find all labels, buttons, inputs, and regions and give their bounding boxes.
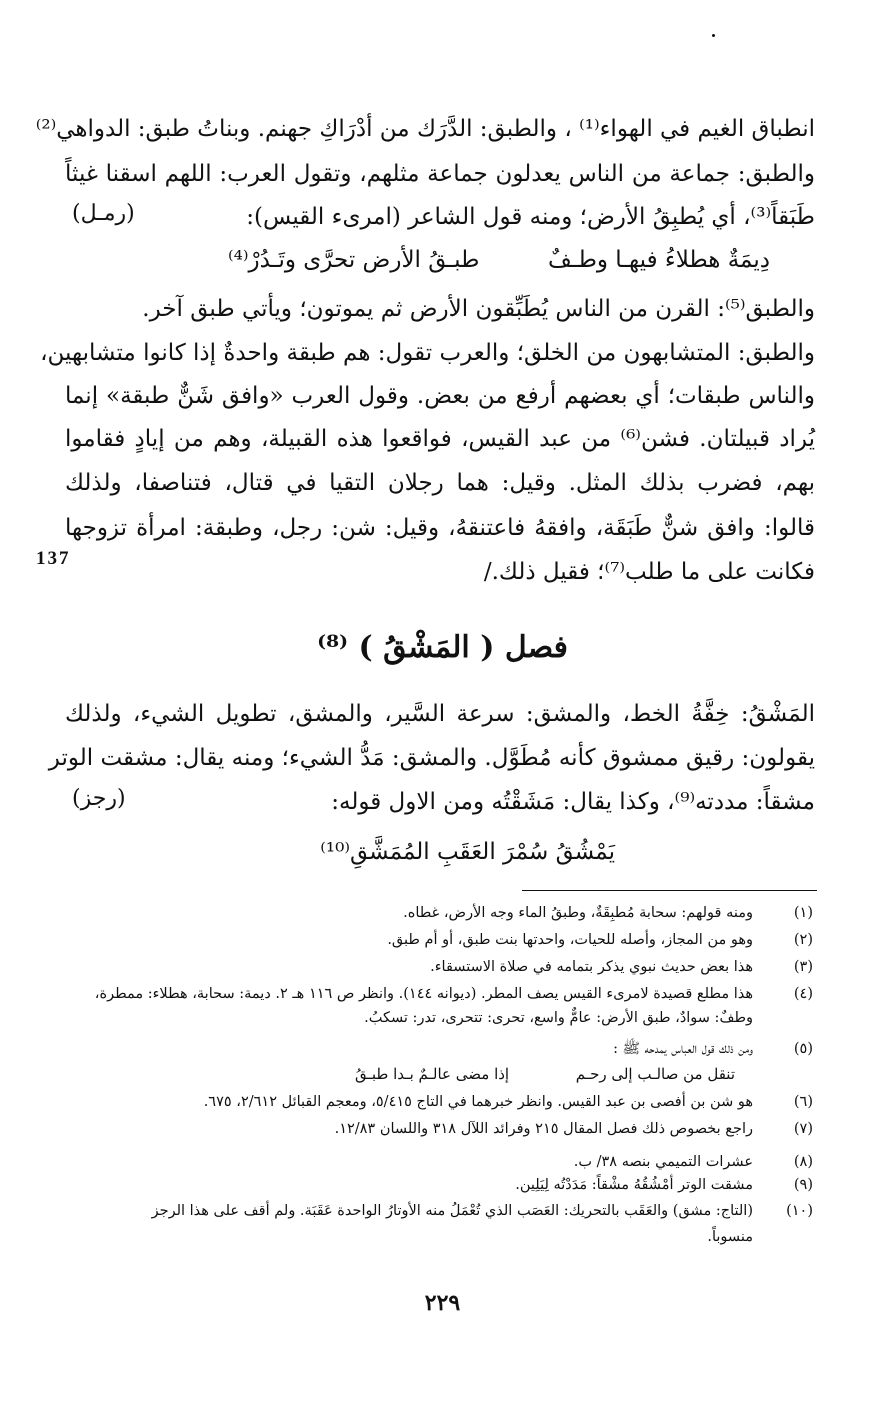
footnote-text: (التاج: مشق) والعَقَب بالتحريك: العَصَب الذي تُعْمَلُ منه الأوتارُ الواحدة عَقَبَة. ولم أقف على هذا الرجز xyxy=(151,1203,753,1219)
footnote-text: راجع بخصوص ذلك فصل المقال ٢١٥ وفرائد اللآل ٣١٨ واللسان ١٢/٨٣. xyxy=(334,1121,753,1137)
body-line: فكانت على ما طلب⁽⁷⁾؛ فقيل ذلك./ xyxy=(483,559,815,585)
footnote-continuation: منسوباً. xyxy=(707,1229,753,1245)
body-line: طَبَقاً⁽³⁾، أي يُطبِقُ الأرض؛ ومنه قول الشاعر (امرىء القيس): xyxy=(246,204,815,230)
footnote xyxy=(62,983,813,1005)
footnote xyxy=(62,1091,813,1113)
footnote-number: (٣) xyxy=(793,959,813,975)
margin-folio-number: 137 xyxy=(36,548,71,569)
body-line: والطبق: جماعة من الناس يعدلون جماعة مثلهم، وتقول العرب: اللهم اسقنا غيثاً xyxy=(65,161,815,187)
body-line: يقولون: رقيق ممشوق كأنه مُطَوَّل. والمشق: مَدُّ الشيء؛ ومنه يقال: مشقت الوتر xyxy=(48,745,815,771)
body-line: والطبق⁽⁵⁾: القرن من الناس يُطَبِّقون الأرض ثم يموتون؛ ويأتي طبق آخر. xyxy=(142,296,815,322)
footnote-verse-right: تنقل من صالـب إلى رحـم xyxy=(575,1065,735,1083)
footnote-text: هذا مطلع قصيدة لامرىء القيس يصف المطر. (ديوانه ١٤٤). وانظر ص ١١٦ هـ ٢. ديمة: سحابة، هطلاء: ممطرة، xyxy=(94,986,753,1002)
footnote-text: مشقت الوتر أمْشُقُهُ مشْقاً: مَدَدْتُه لِيَلِين. xyxy=(515,1177,753,1193)
footnote-text: عشرات التميمي بنصه ٣٨/ ب. xyxy=(573,1154,753,1170)
footnote-number: (٧) xyxy=(793,1121,813,1137)
verse-hemistich-left: طبـقُ الأرض تحرَّى وتَـدُرْ⁽⁴⁾ xyxy=(228,247,480,273)
footnote-separator xyxy=(522,890,817,891)
footnote xyxy=(62,1174,813,1196)
body-line: والناس طبقات؛ أي بعضهم أرفع من بعض. وقول العرب «وافق شَنٌّ طبقة» إنما xyxy=(65,383,815,409)
body-line: بهم، فضرب بذلك المثل. وقيل: هما رجلان التقيا في قتال، فتناصفا، ولذلك xyxy=(65,470,815,496)
footnote-number: (٥) xyxy=(793,1041,813,1057)
footnote xyxy=(62,902,813,924)
footnote-text: وهو من المجاز، وأصله للحيات، واحدتها بنت طبق، أو أم طبق. xyxy=(387,932,753,948)
body-line: انطباق الغيم في الهواء⁽¹⁾ ، والطبق: الدَّرَك من أدْرَاكِ جهنم. وبناتُ طبق: الدواهي⁽²⁾ xyxy=(35,116,815,142)
body-line: قالوا: وافق شنٌّ طَبَقَة، وافقهُ فاعتنقهُ، وقيل: شن: رجل، وطبقة: امرأة تزوجها xyxy=(65,515,815,541)
verse-line: يَمْشُقُ سُمْرَ العَقَبِ المُمَشَّقِ⁽¹⁰⁾ xyxy=(320,839,615,865)
footnote xyxy=(62,956,813,978)
body-line: يُراد قبيلتان. فشن⁽⁶⁾ من عبد القيس، فواقعوا هذه القبيلة، وهم من إيادٍ فقاموا xyxy=(65,426,815,452)
body-line: المَشْقُ: خِفَّةُ الخط، والمشق: سرعة السَّير، والمشق، تطويل الشيء، ولذلك xyxy=(65,701,815,727)
footnote-text: هو شن بن أفصى بن عبد القيس. وانظر خبرهما في التاج ٥/٤١٥، ومعجم القبائل ٢/٦١٢، ٦٧٥. xyxy=(203,1094,753,1110)
footnote-text: ومن ذلك قول العباس يمدحه ﷺ : xyxy=(613,1041,753,1057)
footnote-continuation: وطفٌ: سوادٌ، طبق الأرض: عامٌّ واسع، تحرى: تتحرى، تدر: تسكبُ. xyxy=(364,1010,753,1026)
footnote-number: (٦) xyxy=(793,1094,813,1110)
footnote-number: (١) xyxy=(793,905,813,921)
verse-hemistich-right: دِيمَةٌ هطلاءُ فيهـا وطـفٌ xyxy=(548,247,770,273)
meter-label: (رجز) xyxy=(72,786,126,811)
footnote xyxy=(62,1118,813,1140)
footnote xyxy=(62,929,813,951)
footnote-number: (٢) xyxy=(793,932,813,948)
footnote xyxy=(62,1038,813,1060)
footnote-number: (٩) xyxy=(793,1177,813,1193)
page-number: ٢٢٩ xyxy=(424,1290,461,1316)
footnote-number: (٨) xyxy=(793,1154,813,1170)
body-line: مشقاً: مددته⁽⁹⁾، وكذا يقال: مَشَقْتُه ومن الاول قوله: xyxy=(331,789,815,815)
meter-label: (رمـل) xyxy=(72,201,135,226)
footnote-verse-left: إذا مضى عالـمٌ بـدا طبـقُ xyxy=(355,1065,510,1083)
footnote-text: ومنه قولهم: سحابة مُطبِقَةٌ، وطبقُ الماء وجه الأرض، غطاه. xyxy=(403,905,753,921)
footnote xyxy=(62,1151,813,1173)
footnote-number: (١٠) xyxy=(786,1203,813,1219)
footnote-text: هذا بعض حديث نبوي يذكر بتمامه في صلاة الاستسقاء. xyxy=(430,959,753,975)
section-heading: فصل ( المَشْقُ ) ⁽⁸⁾ xyxy=(317,630,568,665)
footnote xyxy=(62,1200,813,1222)
ink-speck xyxy=(712,34,715,37)
body-line: والطبق: المتشابهون من الخلق؛ والعرب تقول: هم طبقة واحدةٌ إذا كانوا متشابهين، xyxy=(40,340,815,366)
footnote-number: (٤) xyxy=(793,986,813,1002)
